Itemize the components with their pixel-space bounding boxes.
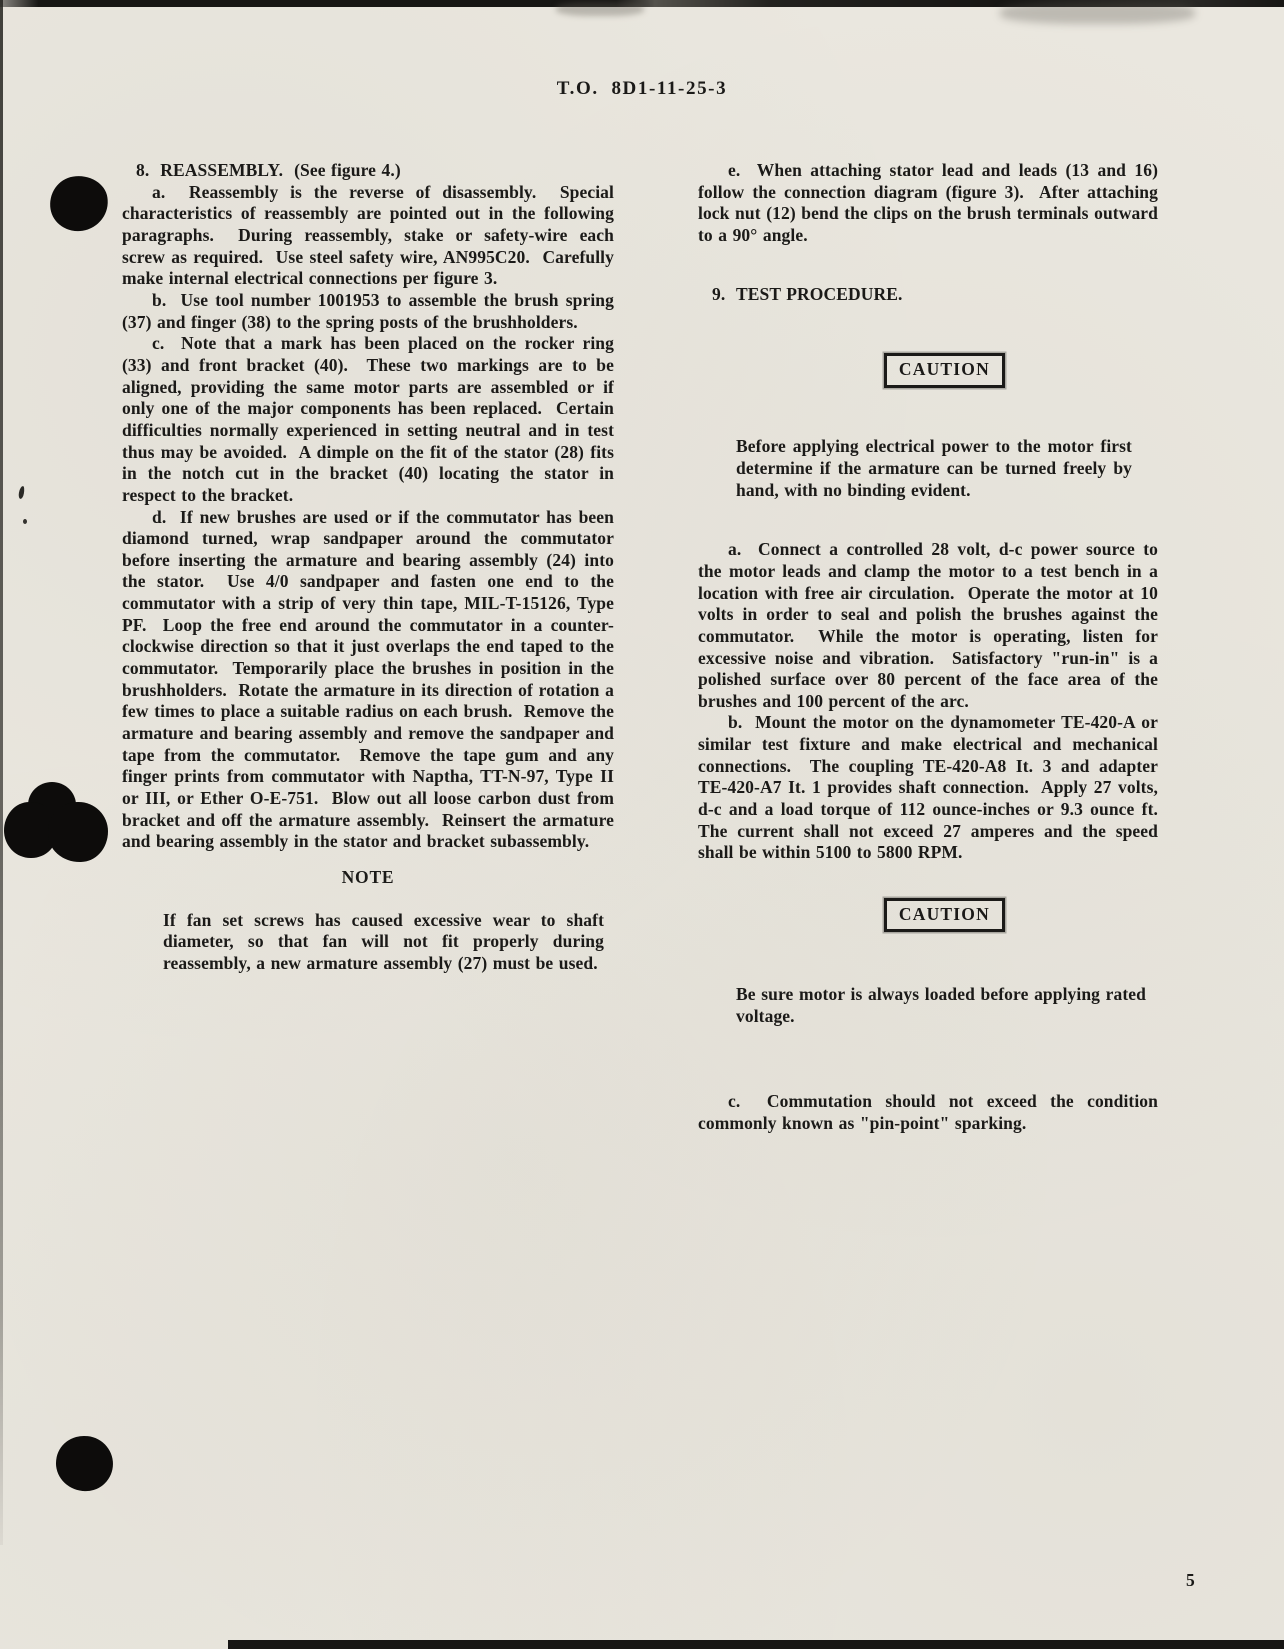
paragraph-8d: d. If new brushes are used or if the commutator has been diamond turned, wrap sandpaper around the commutator before inserting the armature and bearing assembly (24) into the stator. Use 4/0 sandpaper and fasten one end to the commutator with a strip of very thin tape, MIL-T-15126, Type PF. Loop the free end around the commutator in a counter-clockwise direction so that it just overlaps the end taped to the commutator. Temporarily place the brushes in position in the brushholders. Rotate the armature in its direction of rotation a few times to place a suitable radius on each brush. Remove the armature and bearing assembly and remove the sandpaper and tape from the commutator. Remove the tape gum and any finger prints from commutator with Naptha, TT-N-97, Type II or III, or Ether O-E-751. Blow out all loose carbon dust from bracket and off the armature assembly. Reinsert the armature and bearing assembly in the stator and bracket subassembly. <box>122 506 620 852</box>
paragraph-8a: a. Reassembly is the reverse of disassembly. Special characteristics of reassembly are pointed out in the following paragraphs. During reassembly, stake or safety-wire each screw as required. Use steel safety wire, AN995C20. Carefully make internal electrical connections per figure 3. <box>122 181 620 289</box>
technical-order-number: T.O. 8D1-11-25-3 <box>556 78 728 99</box>
section-9-heading: 9. TEST PROCEDURE. <box>712 283 903 304</box>
scan-edge-left-line <box>0 0 3 1545</box>
caution-1-text: Before applying electrical power to the motor first determine if the armature can be turned freely by hand, with no binding evident. <box>736 436 1138 500</box>
caution-stamp-1 <box>698 331 1158 409</box>
caution-box-label: CAUTION <box>884 898 1005 933</box>
caution-2-text: Be sure motor is always loaded before applying rated voltage. <box>736 984 1152 1026</box>
note-text: If fan set screws has caused excessive wear to shaft diameter, so that fan will not fit properly during reassembly, a new armature assembly (27) must be used. <box>163 909 610 973</box>
scan-edge-bottom-bar <box>228 1640 1284 1649</box>
caution-box-label: CAUTION <box>884 353 1005 388</box>
note-label: NOTE <box>341 867 395 887</box>
paragraph-8e: e. When attaching stator lead and leads (13 and 16) follow the connection diagram (figure 3). After attaching lock nut (12) bend the clips on the brush terminals outward to a 90° angle. <box>698 160 1164 245</box>
page-number: 5 <box>1186 1570 1195 1590</box>
caution-stamp-2 <box>698 876 1158 954</box>
paragraph-9c: c. Commutation should not exceed the condition commonly known as "pin-point" sparking. <box>698 1091 1164 1133</box>
right-column <box>698 160 1169 1135</box>
scan-smudge <box>556 2 644 16</box>
section-8-heading: 8. REASSEMBLY. (See figure 4.) <box>136 160 401 180</box>
scan-smudge <box>1000 2 1195 24</box>
paragraph-9a: a. Connect a controlled 28 volt, d-c power source to the motor leads and clamp the motor to a test bench in a location with free air circulation. Operate the motor at 10 volts in order to seal and polish the brushes against the commutator. While the motor is operating, listen for excessive noise and vibration. Satisfactory "run-in" is a polished surface over 80 percent of the face area of the brushes and 100 percent of the arc. <box>698 539 1164 711</box>
stray-dot-mark <box>23 519 27 524</box>
paragraph-8c: c. Note that a mark has been placed on the rocker ring (33) and front bracket (40). These two markings are to be aligned, providing the same motor parts are assembled or if only one of the major components has been replaced. Certain difficulties normally experienced in setting neutral and in test thus may be avoided. A dimple on the fit of the stator (28) fits in the notch cut in the bracket (40) locating the stator in respect to the bracket. <box>122 333 620 505</box>
left-column <box>122 160 620 975</box>
ink-blot-cluster-middle-left <box>4 782 110 864</box>
ink-blot <box>48 802 108 862</box>
paragraph-9b: b. Mount the motor on the dynamometer TE-420-A or similar test fixture and make electrical and mechanical connections. The coupling TE-420-A8 It. 3 and adapter TE-420-A7 It. 1 provides shaft connection. Apply 27 volts, d-c and a load torque of 112 ounce-inches or 9.3 ounce ft. The current shall not exceed 27 amperes and the speed shall be within 5100 to 5800 RPM. <box>698 712 1169 863</box>
paragraph-8b: b. Use tool number 1001953 to assemble the brush spring (37) and finger (38) to the spring posts of the brushholders. <box>122 289 620 332</box>
stray-pen-mark <box>18 486 25 500</box>
ink-blot-bottom-left <box>53 1433 115 1494</box>
ink-blot-top-left <box>46 172 112 235</box>
